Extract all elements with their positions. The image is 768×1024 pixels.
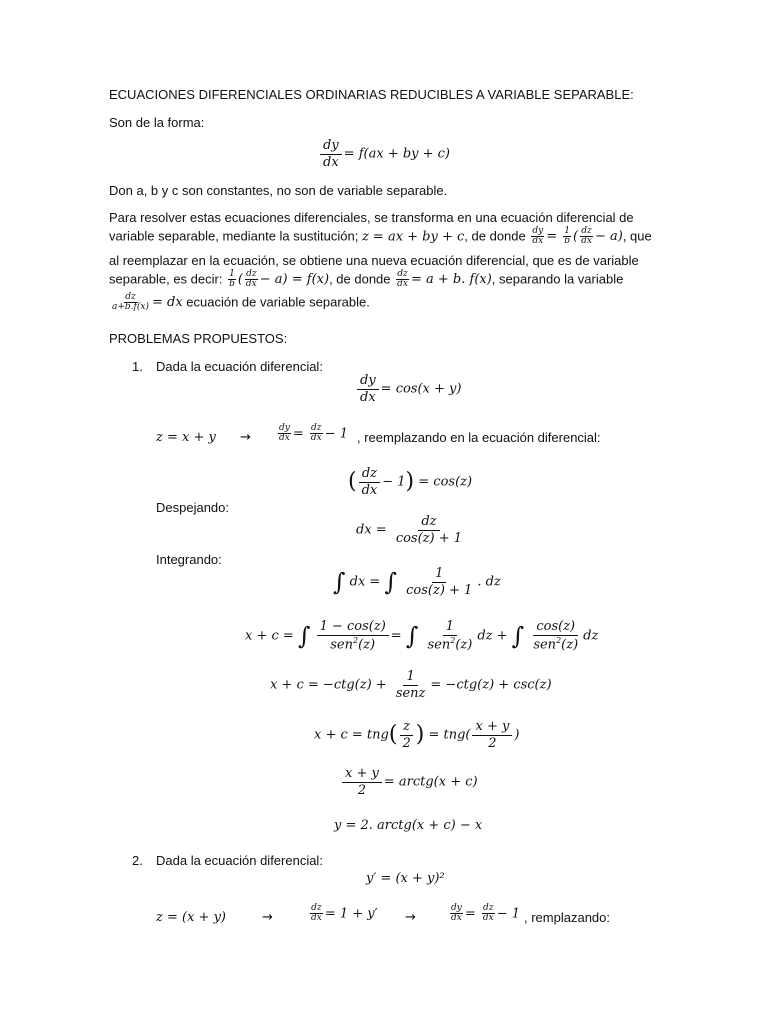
problem-1-number: 1. [132, 359, 143, 374]
integral-step-1: x + c = ∫ $\frac{1 - \cos(z)}{sen^2(z)}$ = ∫ $\frac{1}{sen^2(z)}$ dz + ∫ $\frac{\cos(z)}{sen^2(z)}$ dz [245, 619, 599, 652]
problem-2-label: Dada la ecuación diferencial: [156, 853, 323, 868]
problem-2-equation: y′ = (x + y)² [366, 871, 445, 886]
final-solution: y = 2. arctg(x + c) − x [334, 818, 483, 833]
problem-2-end-text: , remplazando: [524, 910, 610, 925]
para-line-3: al reemplazar en la ecuación, se obtiene una nueva ecuación diferencial, que es de variable [109, 253, 639, 268]
problem-2-sub-z: z = (x + y) [156, 910, 226, 925]
integral-equation: ∫ dx = ∫ $\frac{1}{\cos(z) + 1}$ . dz [333, 566, 501, 598]
integral-step-2: x + c = −ctg(z) + $\frac{1}{\text{senz}}$ = −ctg(z) + csc(z) [270, 669, 552, 701]
intro-text: Son de la forma: [109, 115, 205, 130]
problem-1-label: Dada la ecuación diferencial: [156, 359, 323, 374]
problem-1-sub-eq: $\frac{dy}{dx}$ = $\frac{dz}{dx}$ − 1 [279, 423, 349, 444]
para-line-4: separable, es decir: $\frac{1}{b}$ ( $\frac{dz}{dx}$ − a) = f(x), de donde $\frac{dz}{dx}$ = a + b. f(x), separando la variable [109, 269, 624, 290]
arrow-icon: → [405, 910, 416, 925]
problem-1-equation: $\frac{dy}{dx}$ = cos(x + y) [355, 374, 461, 404]
despejando-equation: dx = $\frac{dz}{\cos(z) + 1}$ [356, 514, 463, 546]
para-line-2: variable separable, mediante la sustitución; z = ax + by + c, de donde $\frac{dy}{dx}$ = $\frac{1}{b}$ ( $\frac{dz}{dx}$ − a), que [109, 226, 652, 247]
main-equation: $\frac{dy}{dx}$ = f(ax + by + c) [318, 139, 450, 169]
despejando-label: Despejando: [156, 500, 229, 515]
constants-note: Don a, b y c son constantes, no son de variable separable. [109, 183, 448, 198]
integral-step-4: $\frac{x + y}{2}$ = arctg(x + c) [340, 767, 478, 797]
document-title: ECUACIONES DIFERENCIALES ORDINARIAS REDUCIBLES A VARIABLE SEPARABLE: [109, 87, 634, 102]
integral-step-3: x + c = tng( $\frac{z}{2}$ ) = tng( $\frac{x + y}{2}$ ) [314, 719, 520, 751]
para-line-1: Para resolver estas ecuaciones diferenciales, se transforma en una ecuación diferencial de [109, 210, 634, 225]
integrando-label: Integrando: [156, 552, 222, 567]
problem-2-end-eq: $\frac{dy}{dx}$ = $\frac{dz}{dx}$ − 1 [451, 903, 521, 924]
problem-1-sub-z: z = x + y [156, 430, 216, 445]
problem-2-mid: $\frac{dz}{dx}$ = 1 + y′ [311, 903, 378, 924]
para-line-5: $\frac{dz}{a+b.f(x)}$ = dx ecuación de variable separable. [112, 292, 370, 313]
problem-1-sub-text: , reemplazando en la ecuación diferencial: [357, 430, 601, 445]
problem-2-number: 2. [132, 853, 143, 868]
arrow-icon: → [262, 910, 273, 925]
problems-heading: PROBLEMAS PROPUESTOS: [109, 331, 288, 346]
arrow-icon: → [240, 430, 251, 445]
problem-1-eq2: ( $\frac{dz}{dx}$ − 1) = cos(z) [348, 466, 473, 498]
